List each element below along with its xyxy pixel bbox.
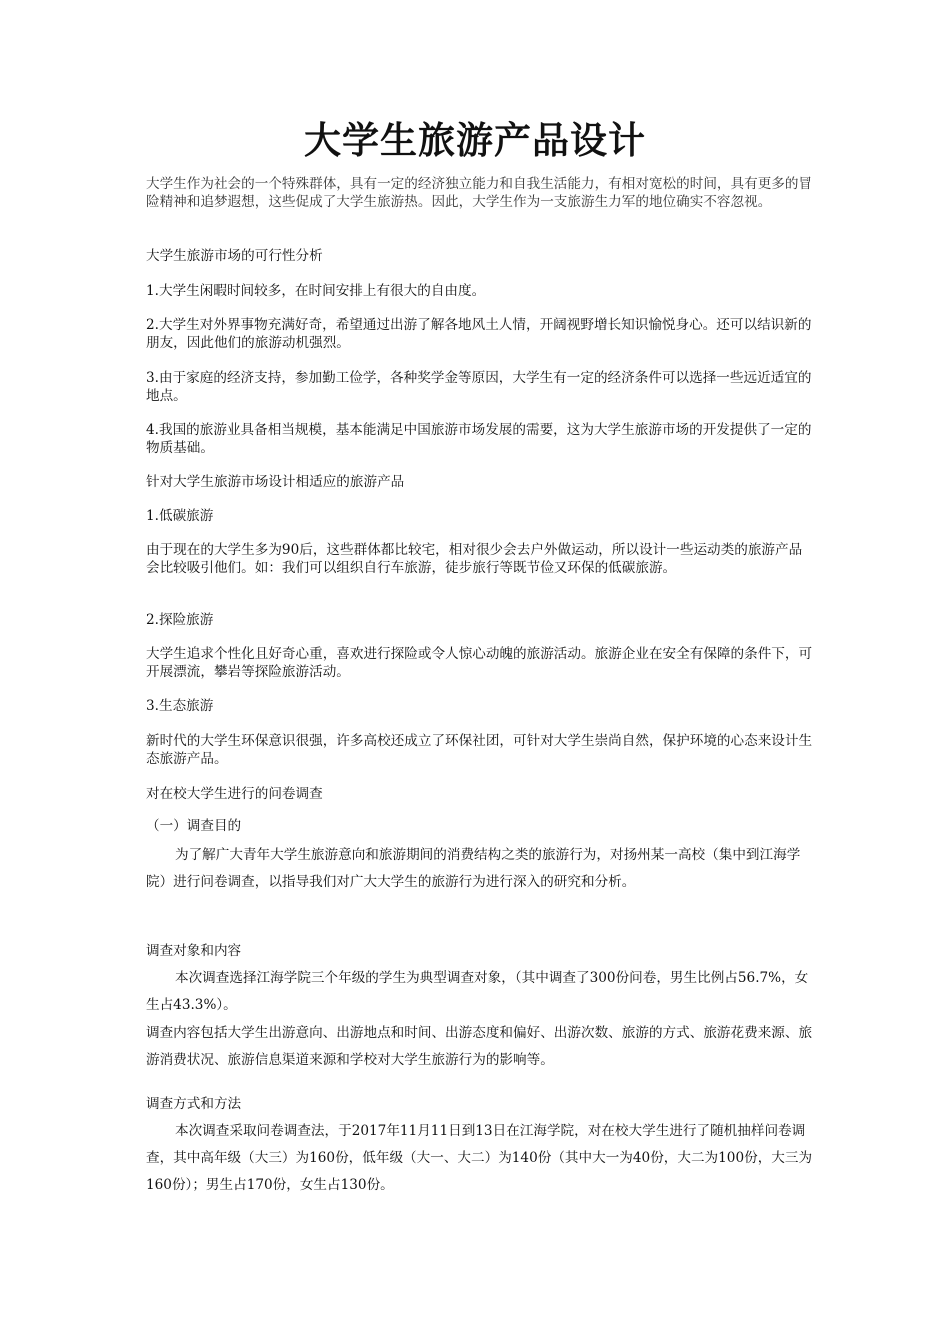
survey-purpose-heading: （一）调查目的 xyxy=(146,818,242,834)
products-heading: 针对大学生旅游市场设计相适应的旅游产品 xyxy=(146,474,405,490)
survey-heading: 对在校大学生进行的问卷调查 xyxy=(146,786,323,802)
feasibility-item-1: 1.大学生闲暇时间较多，在时间安排上有很大的自由度。 xyxy=(146,283,486,299)
survey-method-heading: 调查方式和方法 xyxy=(146,1096,242,1112)
product-title-eco: 3.生态旅游 xyxy=(146,698,214,714)
survey-content-text: 调查内容包括大学生出游意向、出游地点和时间、出游态度和偏好、出游次数、旅游的方式、旅游花费来源、旅游消费状况、旅游信息渠道来源和学校对大学生旅游行为的影响等。 xyxy=(146,1025,813,1068)
product-text-adventure: 大学生追求个性化且好奇心重，喜欢进行探险或令人惊心动魄的旅游活动。旅游企业在安全有保障的条件下，可开展漂流，攀岩等探险旅游活动。 xyxy=(146,646,813,680)
product-title-low-carbon: 1.低碳旅游 xyxy=(146,508,214,524)
product-text-eco: 新时代的大学生环保意识很强，许多高校还成立了环保社团，可针对大学生崇尚自然，保护环境的心态来设计生态旅游产品。 xyxy=(146,733,813,767)
survey-purpose-text: 为了解广大青年大学生旅游意向和旅游期间的消费结构之类的旅游行为，对扬州某一高校（集中到江海学院）进行问卷调查，以指导我们对广大大学生的旅游行为进行深入的研究和分析。 xyxy=(146,847,801,890)
survey-object-heading: 调查对象和内容 xyxy=(146,943,242,959)
survey-object-text: 本次调查选择江海学院三个年级的学生为典型调查对象，（其中调查了300份问卷，男生比例占56.7%，女生占43.3%）。 xyxy=(146,970,809,1013)
feasibility-item-2: 2.大学生对外界事物充满好奇，希望通过出游了解各地风土人情，开阔视野增长知识愉悦身心。还可以结识新的朋友，因此他们的旅游动机强烈。 xyxy=(146,317,812,351)
product-text-low-carbon: 由于现在的大学生多为90后，这些群体都比较宅，相对很少会去户外做运动，所以设计一些运动类的旅游产品会比较吸引他们。如：我们可以组织自行车旅游，徒步旅行等既节俭又环保的低碳旅游。 xyxy=(146,542,803,576)
intro-paragraph: 大学生作为社会的一个特殊群体，具有一定的经济独立能力和自我生活能力，有相对宽松的时间，具有更多的冒险精神和追梦遐想，这些促成了大学生旅游热。因此，大学生作为一支旅游生力军的地位确实不容忽视。 xyxy=(146,176,813,210)
feasibility-heading: 大学生旅游市场的可行性分析 xyxy=(146,248,323,264)
feasibility-item-4: 4.我国的旅游业具备相当规模，基本能满足中国旅游市场发展的需要，这为大学生旅游市场的开发提供了一定的物质基础。 xyxy=(146,422,812,456)
feasibility-item-3: 3.由于家庭的经济支持，参加勤工俭学，各种奖学金等原因，大学生有一定的经济条件可以选择一些远近适宜的地点。 xyxy=(146,370,812,404)
product-title-adventure: 2.探险旅游 xyxy=(146,612,214,628)
document-title: 大学生旅游产品设计 xyxy=(304,119,646,162)
survey-method-text: 本次调查采取问卷调查法，于2017年11月11日到13日在江海学院，对在校大学生进行了随机抽样问卷调查，其中高年级（大三）为160份，低年级（大一、大二）为140份（其中大一为40份，大二为100份，大三为160份）；男生占170份，女生占130份。 xyxy=(146,1123,813,1193)
